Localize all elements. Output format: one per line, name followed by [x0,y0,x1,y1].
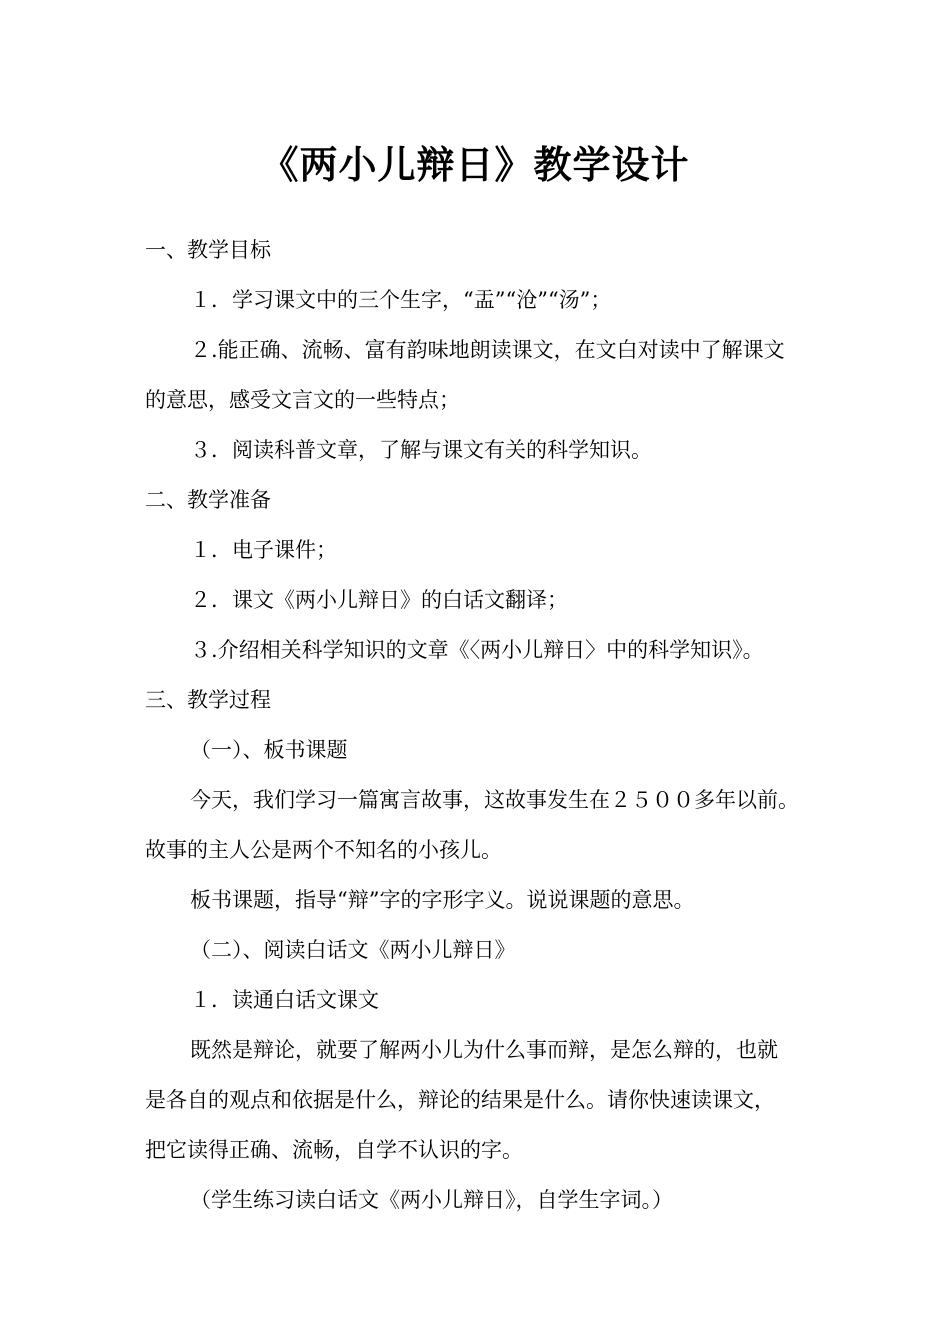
paragraph-line: １．学习课文中的三个生字，“盂”“沧”“汤”； [190,288,612,312]
section-heading: 一、教学目标 [145,238,271,262]
paragraph-line: ３.介绍相关科学知识的文章《〈两小儿辩日〉中的科学知识》。 [190,638,764,662]
paragraph-line: 今天，我们学习一篇寓言故事，这故事发生在２５００多年以前。 [190,788,799,812]
paragraph-line: （学生练习读白话文《两小儿辩日》，自学生字词。） [190,1188,673,1212]
paragraph-line: 是各自的观点和依据是什么，辩论的结果是什么。请你快速读课文， [145,1088,775,1112]
document-title: 《两小儿辩日》教学设计 [260,142,690,187]
section-heading: 三、教学过程 [145,688,271,712]
paragraph-line: １．读通白话文课文 [190,988,379,1012]
subsection-heading: （一）、板书课题 [190,738,348,762]
section-heading: 二、教学准备 [145,488,271,512]
paragraph-line: １．电子课件； [190,538,337,562]
paragraph-line: 板书课题，指导“辩”字的字形字义。说说课题的意思。 [190,888,695,912]
paragraph-line: ２．课文《两小儿辩日》的白话文翻译； [190,588,568,612]
paragraph-line: 既然是辩论，就要了解两小儿为什么事而辩，是怎么辩的，也就 [190,1038,778,1062]
paragraph-line: ２.能正确、流畅、富有韵味地朗读课文，在文白对读中了解课文 [190,338,785,362]
paragraph-line: ３．阅读科普文章，了解与课文有关的科学知识。 [190,438,652,462]
paragraph-line: 把它读得正确、流畅，自学不认识的字。 [145,1138,523,1162]
paragraph-line: 的意思，感受文言文的一些特点； [145,388,460,412]
paragraph-line: 故事的主人公是两个不知名的小孩儿。 [145,838,502,862]
subsection-heading: （二）、阅读白话文《两小儿辩日》 [190,938,516,962]
